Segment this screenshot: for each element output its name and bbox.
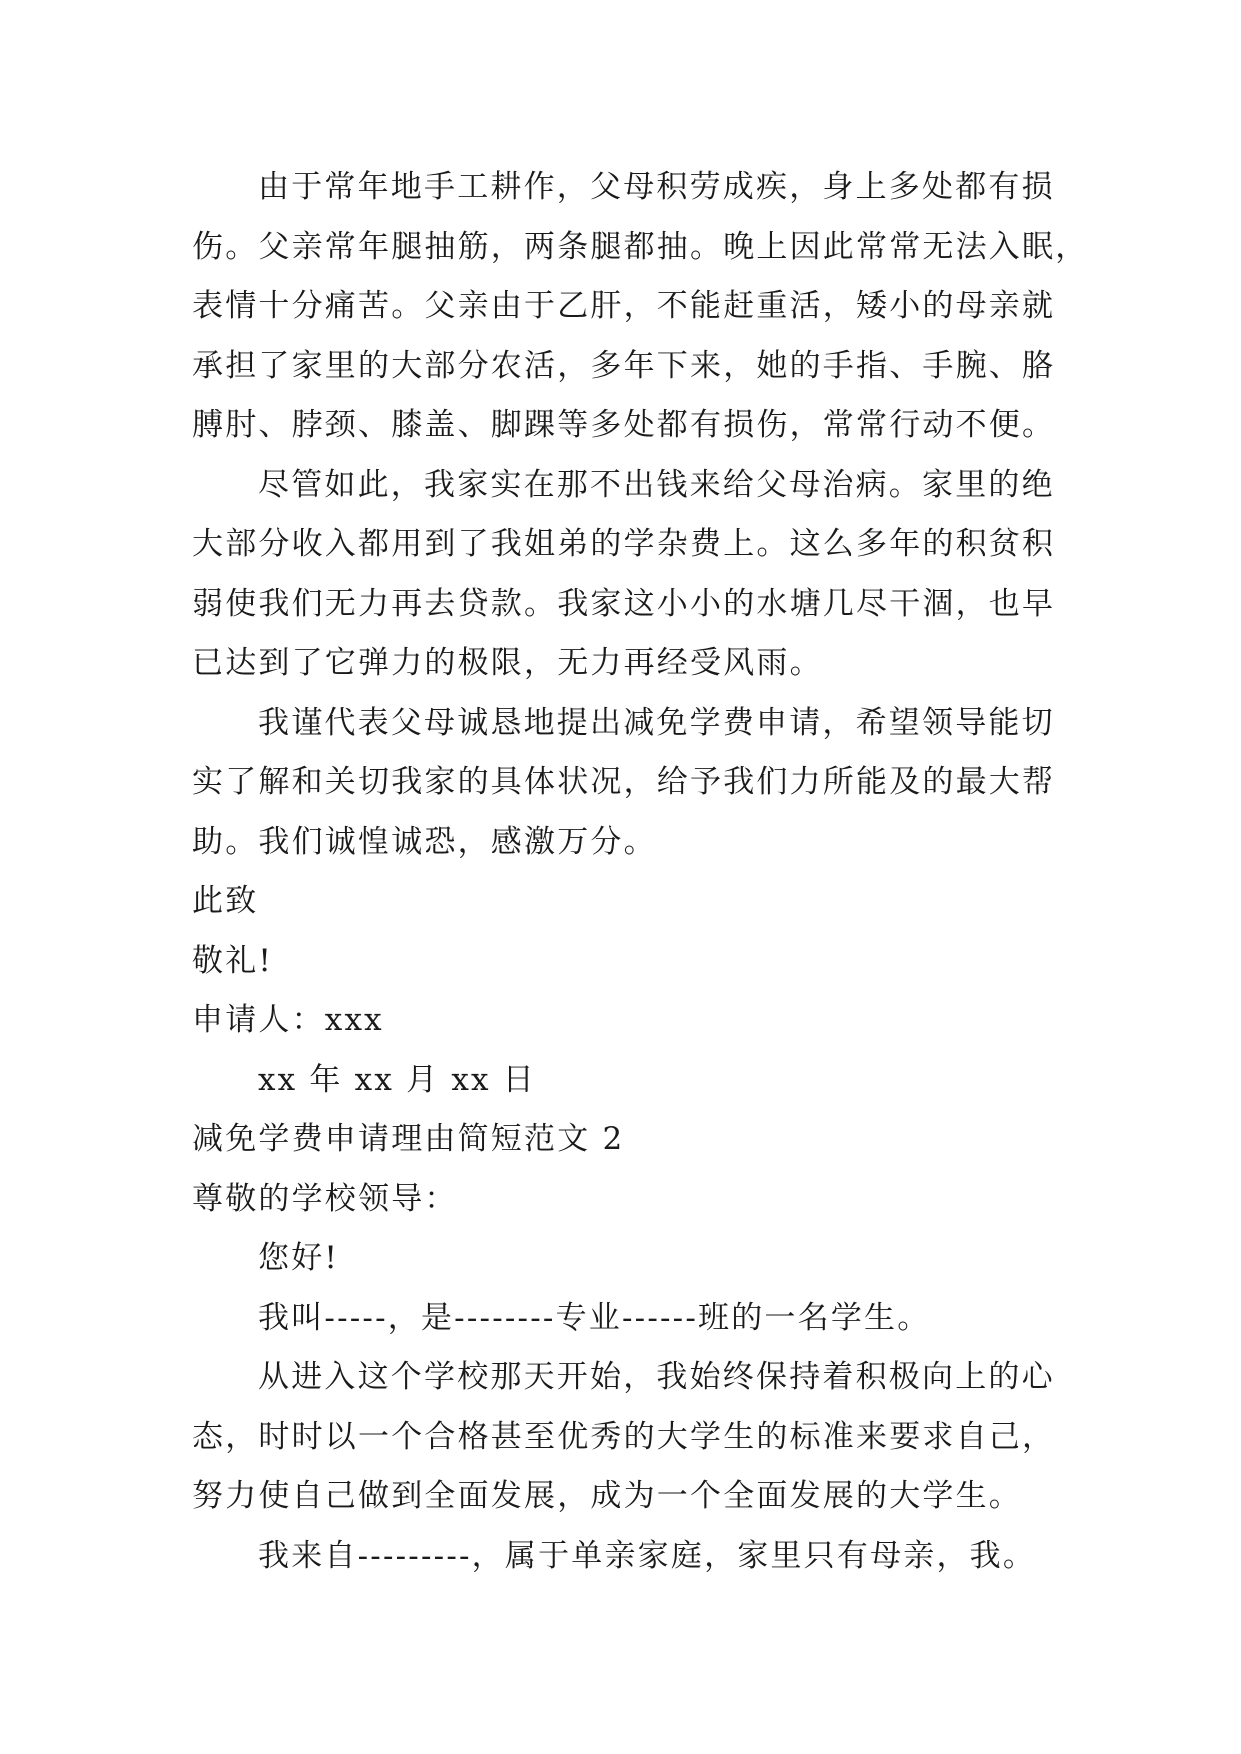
text-line: 您好! <box>258 1240 340 1276</box>
text-line: 由于常年地手工耕作，父母积劳成疾，身上多处都有损 <box>258 169 1055 205</box>
text-line: 膊肘、脖颈、膝盖、脚踝等多处都有损伤，常常行动不便。 <box>192 407 1056 443</box>
text-line: 我来自---------，属于单亲家庭，家里只有母亲，我。 <box>258 1537 1037 1574</box>
applicant-signature: 申请人：xxx <box>192 1002 384 1038</box>
closing-regards: 敬礼! <box>192 942 274 979</box>
text-line: 尽管如此，我家实在那不出钱来给父母治病。家里的绝 <box>258 466 1055 503</box>
text-line: 表情十分痛苦。父亲由于乙肝，不能赶重活，矮小的母亲就 <box>192 288 1056 324</box>
text-line: 努力使自己做到全面发展，成为一个全面发展的大学生。 <box>192 1478 1022 1514</box>
text-line: 态，时时以一个合格甚至优秀的大学生的标准来要求自己， <box>192 1418 1056 1455</box>
text-line: 弱使我们无力再去贷款。我家这小小的水塘几尽干涸，也早 <box>192 585 1056 622</box>
text-line: 我叫-----，是--------专业------班的一名学生。 <box>258 1299 931 1336</box>
text-line: 已达到了它弹力的极限，无力再经受风雨。 <box>192 645 823 681</box>
text-line: 实了解和关切我家的具体状况，给予我们力所能及的最大帮 <box>192 764 1056 800</box>
letter-date: xx 年 xx 月 xx 日 <box>258 1061 536 1098</box>
text-line: 承担了家里的大部分农活，多年下来，她的手指、手腕、胳 <box>192 347 1056 384</box>
text-line: 大部分收入都用到了我姐弟的学杂费上。这么多年的积贫积 <box>192 526 1056 562</box>
document-body <box>192 158 1089 1586</box>
section-heading: 减免学费申请理由简短范文 2 <box>192 1121 625 1157</box>
text-line: 助。我们诚惶诚恐，感激万分。 <box>192 823 657 860</box>
text-line: 我谨代表父母诚恳地提出减免学费申请，希望领导能切 <box>258 704 1055 741</box>
text-line: 从进入这个学校那天开始，我始终保持着积极向上的心 <box>258 1359 1055 1395</box>
letter-greeting: 尊敬的学校领导： <box>192 1180 458 1217</box>
closing-salutation: 此致 <box>192 883 259 919</box>
text-line: 伤。父亲常年腿抽筋，两条腿都抽。晚上因此常常无法入眠， <box>192 228 1089 265</box>
